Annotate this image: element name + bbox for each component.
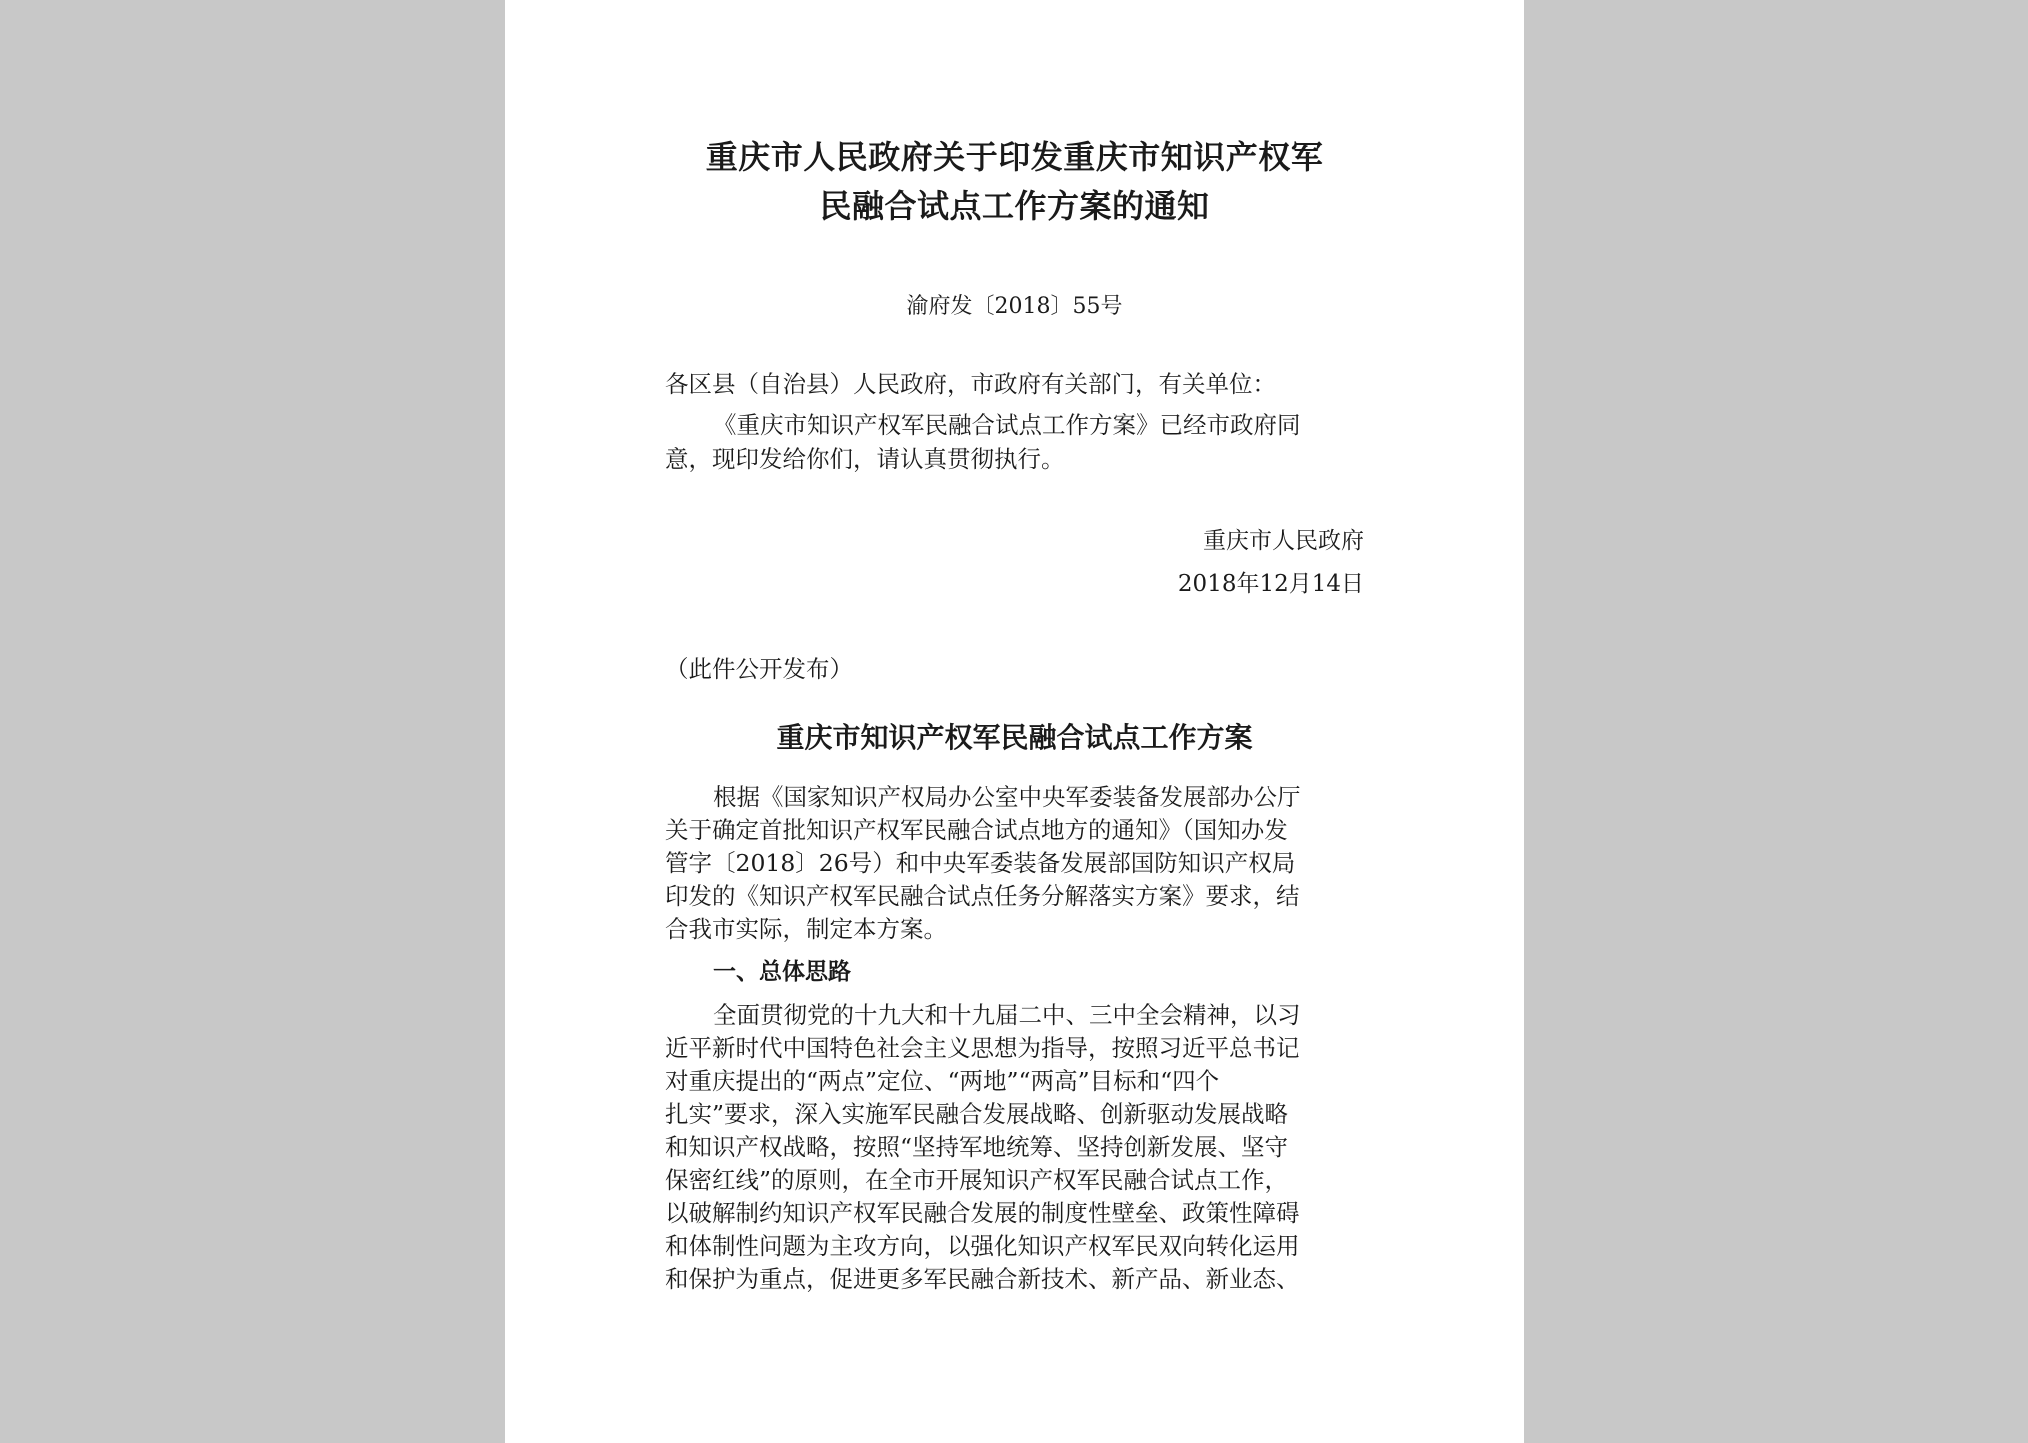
document-page	[505, 0, 1524, 1443]
section1-line-3: 对重庆提出的“两点”定位、“两地”“两高”目标和“四个	[665, 1067, 1220, 1095]
section1-line-7: 以破解制约知识产权军民融合发展的制度性壁垒、政策性障碍	[665, 1199, 1300, 1227]
notice-line-1: 《重庆市知识产权军民融合试点工作方案》已经市政府同	[713, 411, 1301, 439]
section1-line-2: 近平新时代中国特色社会主义思想为指导，按照习近平总书记	[665, 1034, 1300, 1062]
section1-line-8: 和体制性问题为主攻方向，以强化知识产权军民双向转化运用	[665, 1232, 1300, 1260]
intro-line-1: 根据《国家知识产权局办公室中央军委装备发展部办公厅	[713, 783, 1301, 811]
document-title-line-2: 民融合试点工作方案的通知	[819, 187, 1210, 225]
section1-line-1: 全面贯彻党的十九大和十九届二中、三中全会精神，以习	[713, 1001, 1301, 1029]
issue-date: 2018年12月14日	[1177, 571, 1364, 597]
publication-note: （此件公开发布）	[665, 655, 853, 683]
intro-line-5: 合我市实际，制定本方案。	[665, 915, 947, 943]
section-heading-1: 一、总体思路	[713, 959, 851, 985]
plan-title: 重庆市知识产权军民融合试点工作方案	[776, 721, 1253, 755]
section1-line-6: 保密红线”的原则，在全市开展知识产权军民融合试点工作，	[665, 1166, 1289, 1194]
section1-line-9: 和保护为重点，促进更多军民融合新技术、新产品、新业态、	[665, 1265, 1300, 1293]
intro-line-2: 关于确定首批知识产权军民融合试点地方的通知》（国知办发	[665, 816, 1288, 844]
intro-line-4: 印发的《知识产权军民融合试点任务分解落实方案》要求，结	[665, 882, 1300, 910]
section1-line-4: 扎实”要求，深入实施军民融合发展战略、创新驱动发展战略	[665, 1100, 1289, 1128]
document-number: 渝府发〔2018〕55号	[906, 294, 1123, 319]
notice-line-2: 意，现印发给你们，请认真贯彻执行。	[665, 445, 1065, 473]
section1-line-5: 和知识产权战略，按照“坚持军地统筹、坚持创新发展、坚守	[665, 1133, 1289, 1161]
issuer-signature: 重庆市人民政府	[1203, 528, 1364, 554]
addressee-line: 各区县（自治县）人民政府，市政府有关部门，有关单位：	[665, 370, 1276, 398]
intro-line-3: 管字〔2018〕26号）和中央军委装备发展部国防知识产权局	[665, 849, 1296, 877]
document-title-line-1: 重庆市人民政府关于印发重庆市知识产权军	[705, 138, 1324, 176]
